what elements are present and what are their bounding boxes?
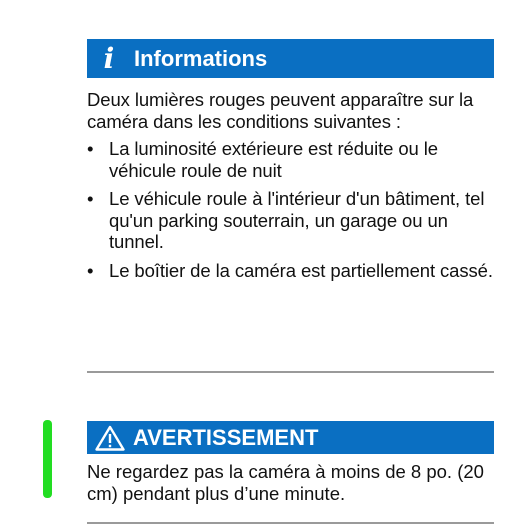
bullet-icon: •	[87, 188, 94, 209]
warning-text: Ne regardez pas la caméra à moins de 8 po. (20 cm) pendant plus d’une minute.	[87, 461, 484, 504]
list-item-text: Le véhicule roule à l'intérieur d'un bâtiment, tel qu'un parking souterrain, un garage ou un tunnel.	[109, 188, 485, 252]
warning-header	[87, 421, 494, 454]
warning-triangle-icon	[95, 425, 125, 451]
info-section	[87, 39, 494, 288]
info-list	[87, 138, 494, 281]
warning-title: AVERTISSEMENT	[133, 424, 319, 450]
info-title: Informations	[134, 45, 268, 71]
list-item	[87, 138, 494, 181]
warning-section	[87, 421, 494, 505]
bullet-icon: •	[87, 259, 94, 281]
list-item	[87, 260, 494, 282]
list-item	[87, 188, 494, 253]
info-intro: Deux lumières rouges peuvent apparaître sur la caméra dans les conditions suivantes :	[87, 89, 474, 132]
bullet-icon: •	[87, 138, 94, 159]
info-body	[87, 78, 494, 281]
list-item-text: Le boîtier de la caméra est partiellement cassé.	[109, 259, 493, 281]
info-header	[87, 39, 494, 78]
info-icon: i	[103, 42, 115, 75]
change-bar	[43, 420, 52, 498]
list-item-text: La luminosité extérieure est réduite ou le véhicule roule de nuit	[109, 138, 438, 181]
warning-divider	[87, 522, 494, 524]
info-divider	[87, 371, 494, 373]
